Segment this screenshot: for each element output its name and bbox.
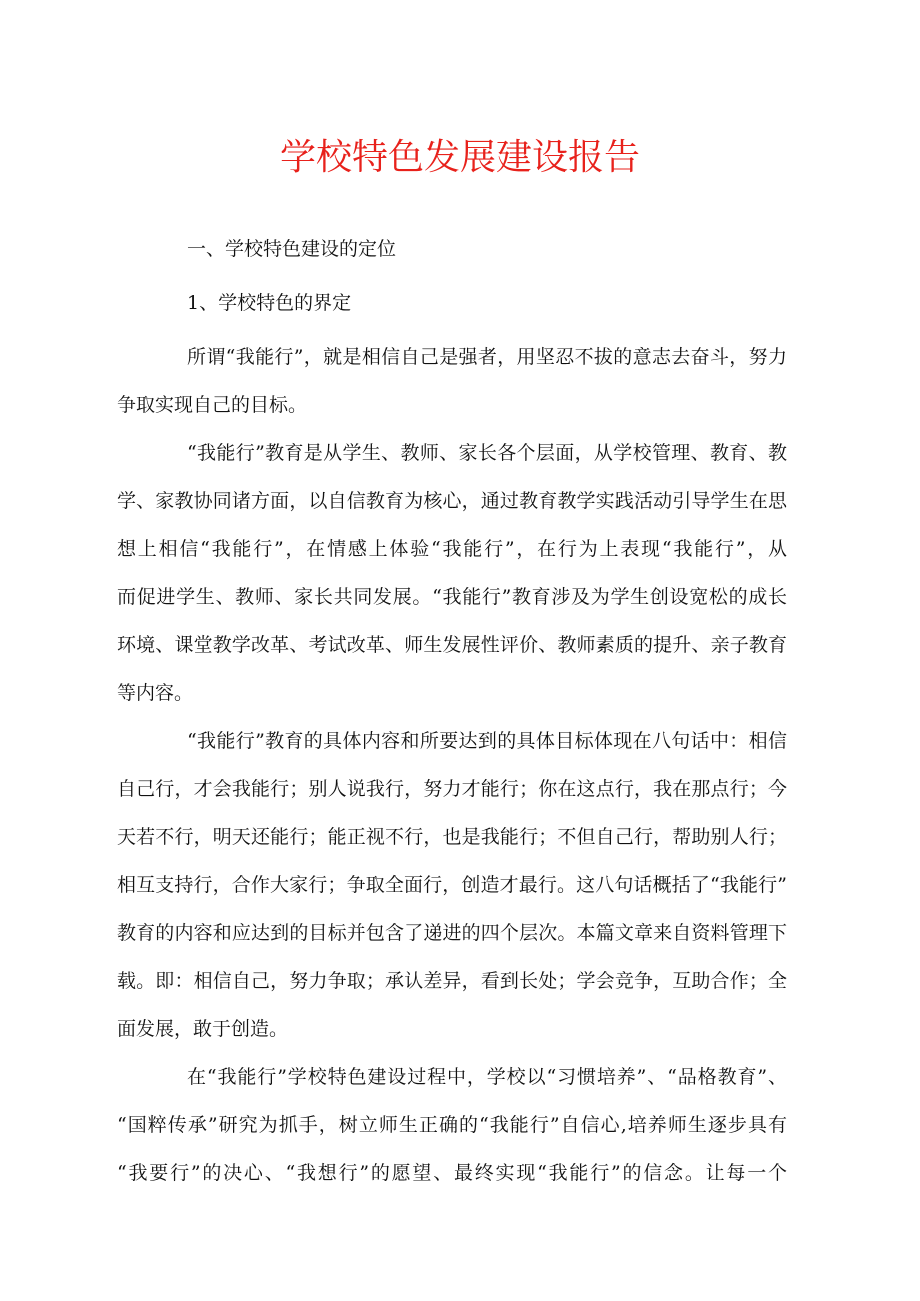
paragraph-line: “我能行”教育的具体内容和所要达到的具体目标体现在八句话中：相信 bbox=[187, 730, 787, 752]
paragraph-line: 教育的内容和应达到的目标并包含了递进的四个层次。本篇文章来自资料管理下 bbox=[117, 922, 787, 944]
paragraph-line: “我要行”的决心、“我想行”的愿望、最终实现“我能行”的信念。让每一个 bbox=[117, 1162, 787, 1184]
paragraph-line: 自己行，才会我能行；别人说我行，努力才能行；你在这点行，我在那点行；今 bbox=[117, 778, 787, 800]
section-heading: 一、学校特色建设的定位 bbox=[187, 238, 397, 260]
paragraph-construction-process bbox=[117, 1058, 787, 1202]
paragraph-line: 环境、课堂教学改革、考试改革、师生发展性评价、教师素质的提升、亲子教育 bbox=[117, 634, 787, 656]
paragraph-line: 面发展，敢于创造。 bbox=[117, 1018, 289, 1040]
paragraph-line: 学、家教协同诸方面，以自信教育为核心，通过教育教学实践活动引导学生在思 bbox=[117, 490, 787, 512]
paragraph-eight-sentences bbox=[117, 722, 787, 1058]
paragraph-line: 而促进学生、教师、家长共同发展。“我能行”教育涉及为学生创设宽松的成长 bbox=[117, 586, 787, 608]
paragraph-line: 天若不行，明天还能行；能正视不行，也是我能行；不但自己行，帮助别人行； bbox=[117, 826, 787, 848]
paragraph-line: 想上相信“我能行”，在情感上体验“我能行”，在行为上表现“我能行”，从 bbox=[117, 538, 787, 560]
paragraph-line: 等内容。 bbox=[117, 682, 194, 704]
paragraph-line: 争取实现自己的目标。 bbox=[117, 394, 308, 416]
paragraph-line: 所谓“我能行”，就是相信自己是强者，用坚忍不拔的意志去奋斗，努力 bbox=[187, 346, 787, 368]
paragraph-education-scope bbox=[117, 434, 787, 722]
paragraph-line: “我能行”教育是从学生、教师、家长各个层面，从学校管理、教育、教 bbox=[187, 442, 787, 464]
document-title: 学校特色发展建设报告 bbox=[279, 137, 640, 178]
paragraph-line: “国粹传承”研究为抓手，树立师生正确的“我能行”自信心,培养师生逐步具有 bbox=[117, 1114, 787, 1136]
document-body bbox=[117, 230, 787, 1202]
paragraph-line: 在“我能行”学校特色建设过程中，学校以“习惯培养”、“品格教育”、 bbox=[187, 1066, 787, 1088]
paragraph-definition bbox=[117, 338, 787, 434]
paragraph-line: 相互支持行，合作大家行；争取全面行，创造才最行。这八句话概括了“我能行” bbox=[117, 874, 787, 896]
subsection-heading: 1、学校特色的界定 bbox=[187, 292, 352, 314]
paragraph-line: 载。即：相信自己，努力争取；承认差异，看到长处；学会竞争，互助合作；全 bbox=[117, 970, 787, 992]
